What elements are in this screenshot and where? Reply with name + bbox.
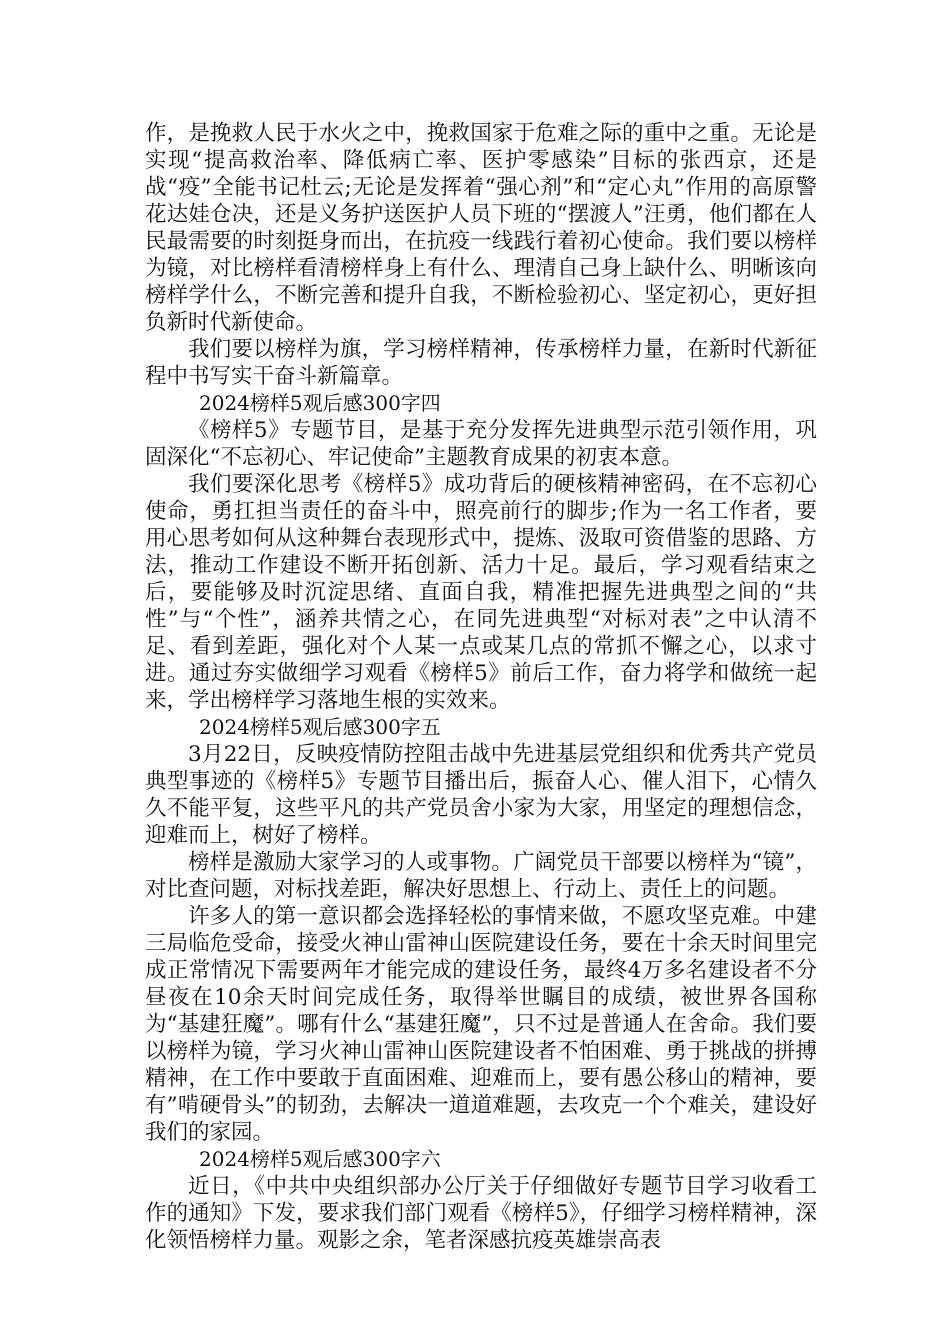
paragraph: 近日，《中共中央组织部办公厅关于仔细做好专题节目学习收看工作的通知》下发，要求我们部门观看《榜样5》，仔细学习榜样精神，深化领悟榜样力量。观影之余，笔者深感抗疫英雄崇高表 — [145, 1174, 817, 1253]
paragraph: 我们要以榜样为旗，学习榜样精神，传承榜样力量，在新时代新征程中书写实干奋斗新篇章。 — [145, 337, 817, 389]
section-heading-4: 2024榜样5观后感300字四 — [199, 391, 441, 415]
paragraph: 榜样是激励大家学习的人或事物。广阔党员干部要以榜样为“镜”，对比查问题，对标找差距，解决好思想上、行动上、责任上的问题。 — [145, 850, 817, 902]
document-body — [145, 120, 817, 1254]
paragraph: 3月22日，反映疫情防控阻击战中先进基层党组织和优秀共产党员典型事迹的《榜样5》专题节目播出后，振奋人心、催人泪下，心情久久不能平复，这些平凡的共产党员舍小家为大家，用坚定的理想信念，迎难而上，树好了榜样。 — [145, 742, 817, 848]
paragraph-continuation: 作，是挽救人民于水火之中，挽救国家于危难之际的重中之重。无论是实现“提高救治率、降低病亡率、医护零感染”目标的张西京，还是战“疫”全能书记杜云;无论是发挥着“强心剂”和“定心丸”作用的高原警花达娃仓决，还是义务护送医护人员下班的“摆渡人”汪勇，他们都在人民最需要的时刻挺身而出，在抗疫一线践行着初心使命。我们要以榜样为镜，对比榜样看清榜样身上有什么、理清自己身上缺什么、明晰该向榜样学什么，不断完善和提升自我，不断检验初心、坚定初心，更好担负新时代新使命。 — [145, 121, 817, 335]
paragraph: 我们要深化思考《榜样5》成功背后的硬核精神密码，在不忘初心使命，勇扛担当责任的奋斗中，照亮前行的脚步;作为一名工作者，要用心思考如何从这种舞台表现形式中，提炼、汲取可资借鉴的思路、方法，推动工作建设不断开拓创新、活力十足。最后，学习观看结束之后，要能够及时沉淀思绪、直面自我，精准把握先进典型之间的“共性”与“个性”，涵养共情之心，在同先进典型“对标对表”之中认清不足、看到差距，强化对个人某一点或某几点的常抓不懈之心，以求寸进。通过夯实做细学习观看《榜样5》前后工作，奋力将学和做统一起来，学出榜样学习落地生根的实效来。 — [145, 472, 817, 713]
paragraph: 许多人的第一意识都会选择轻松的事情来做，不愿攻坚克难。中建三局临危受命，接受火神山雷神山医院建设任务，要在十余天时间里完成正常情况下需要两年才能完成的建设任务，最终4万多名建设者不分昼夜在10余天时间完成任务，取得举世瞩目的成绩，被世界各国称为“基建狂魔”。哪有什么“基建狂魔”，只不过是普通人在舍命。我们要以榜样为镜，学习火神山雷神山医院建设者不怕困难、勇于挑战的拼搏精神，在工作中要敢于直面困难、迎难而上，要有愚公移山的精神，要有”啃硬骨头”的韧劲，去解决一道道难题，去攻克一个个难关，建设好我们的家园。 — [145, 904, 817, 1145]
section-heading-6: 2024榜样5观后感300字六 — [199, 1147, 441, 1171]
section-heading-5: 2024榜样5观后感300字五 — [199, 715, 441, 739]
paragraph: 《榜样5》专题节目，是基于充分发挥先进典型示范引领作用，巩固深化“不忘初心、牢记使命”主题教育成果的初衷本意。 — [145, 418, 817, 470]
